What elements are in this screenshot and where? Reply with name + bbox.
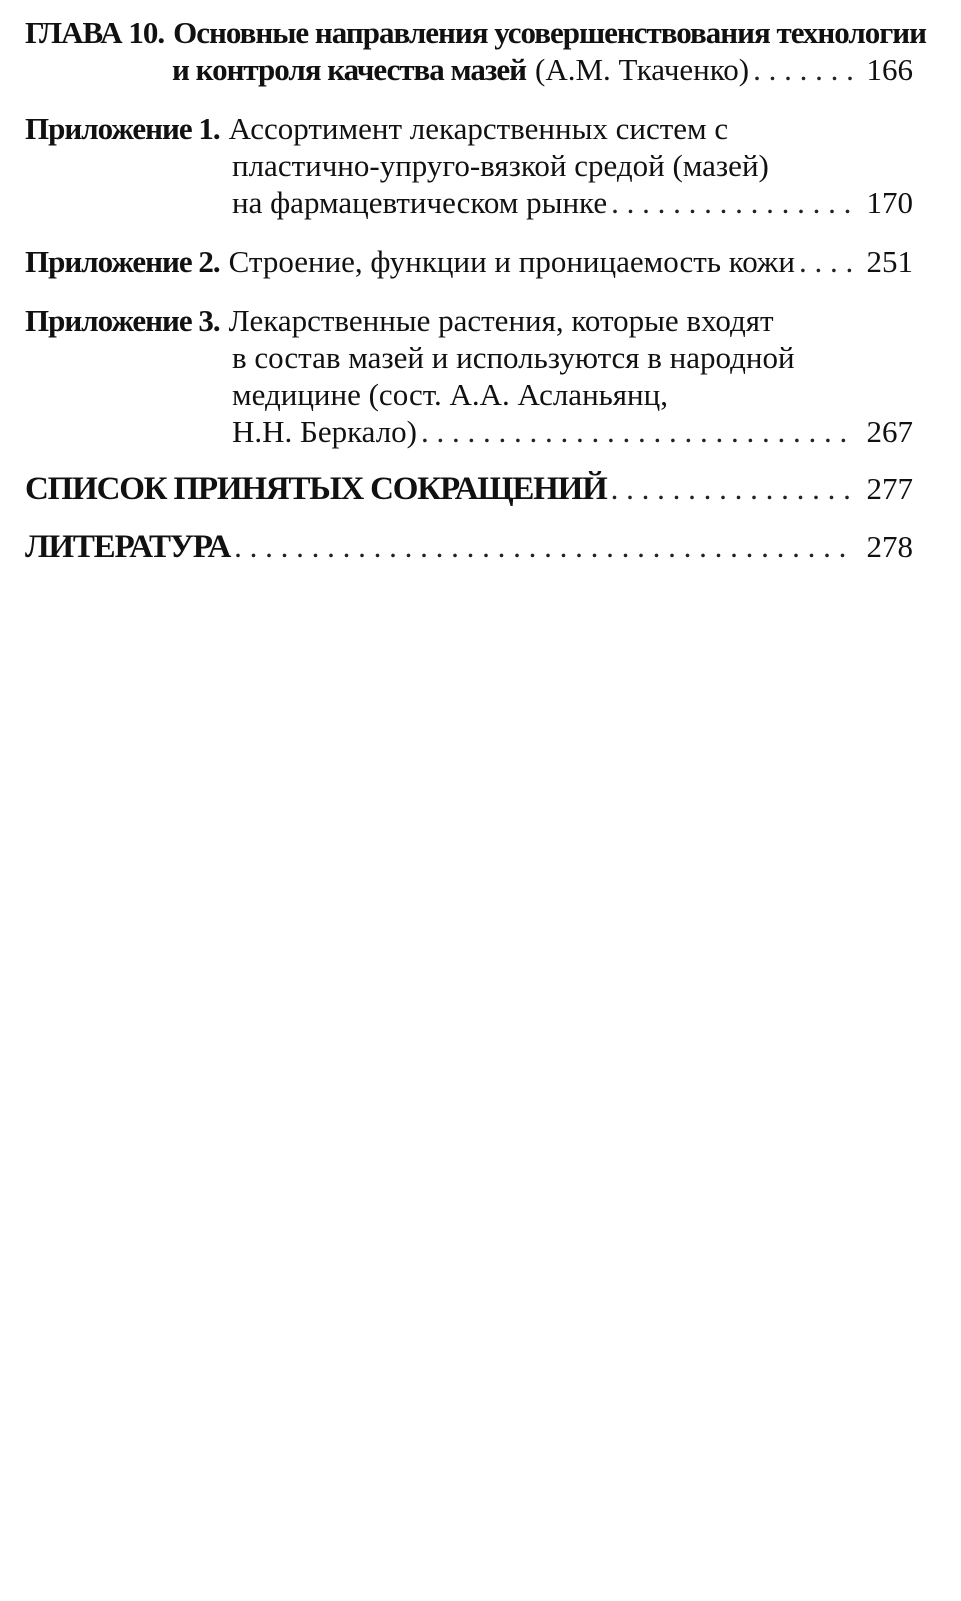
toc-entry-abbreviations	[25, 470, 913, 508]
appendix-label: Приложение 3.	[25, 303, 220, 338]
appendix-title-line-1: Лекарственные растения, которые входят	[228, 303, 774, 338]
dot-leader	[607, 470, 853, 507]
toc-entry-appendix-1	[25, 110, 913, 221]
appendix-title-line-1: Ассортимент лекарственных систем с	[228, 111, 729, 146]
chapter-title-line-1: Основные направления усовершенствования технологии	[173, 15, 927, 50]
toc-entry-literature	[25, 528, 913, 566]
page-number: 166	[866, 52, 913, 87]
dot-leader	[230, 528, 852, 565]
page-number: 267	[866, 414, 913, 449]
abbreviations-heading: СПИСОК ПРИНЯТЫХ СОКРАЩЕНИЙ	[25, 471, 607, 507]
dot-leader	[795, 243, 853, 280]
appendix-title-line-4: Н.Н. Беркало)	[232, 414, 418, 449]
table-of-contents	[25, 14, 927, 566]
appendix-title-line-1: Строение, функции и проницаемость кожи	[228, 244, 795, 279]
literature-heading: ЛИТЕРАТУРА	[25, 529, 231, 565]
appendix-title-line-2: в состав мазей и используются в народной	[232, 340, 795, 375]
toc-entry-appendix-3	[25, 302, 913, 450]
page-number: 170	[866, 185, 913, 220]
dot-leader	[749, 51, 852, 88]
appendix-label: Приложение 2.	[25, 244, 220, 279]
appendix-title-line-3: медицине (сост. А.А. Асланьянц,	[232, 377, 668, 412]
chapter-author: (А.М. Ткаченко)	[535, 52, 750, 87]
appendix-title-line-3: на фармацевтическом рынке	[232, 185, 608, 220]
page-number: 277	[866, 471, 913, 506]
chapter-title-line-2: и контроля качества мазей	[172, 52, 527, 87]
page-number: 278	[866, 529, 913, 564]
chapter-label: ГЛАВА 10.	[25, 15, 165, 50]
dot-leader	[417, 413, 852, 450]
dot-leader	[607, 184, 852, 221]
toc-entry-appendix-2	[25, 243, 913, 280]
appendix-title-line-2: пластично-упруго-вязкой средой (мазей)	[232, 148, 769, 183]
toc-entry-chapter-10	[25, 14, 927, 88]
appendix-label: Приложение 1.	[25, 111, 220, 146]
page-number: 251	[866, 244, 913, 279]
